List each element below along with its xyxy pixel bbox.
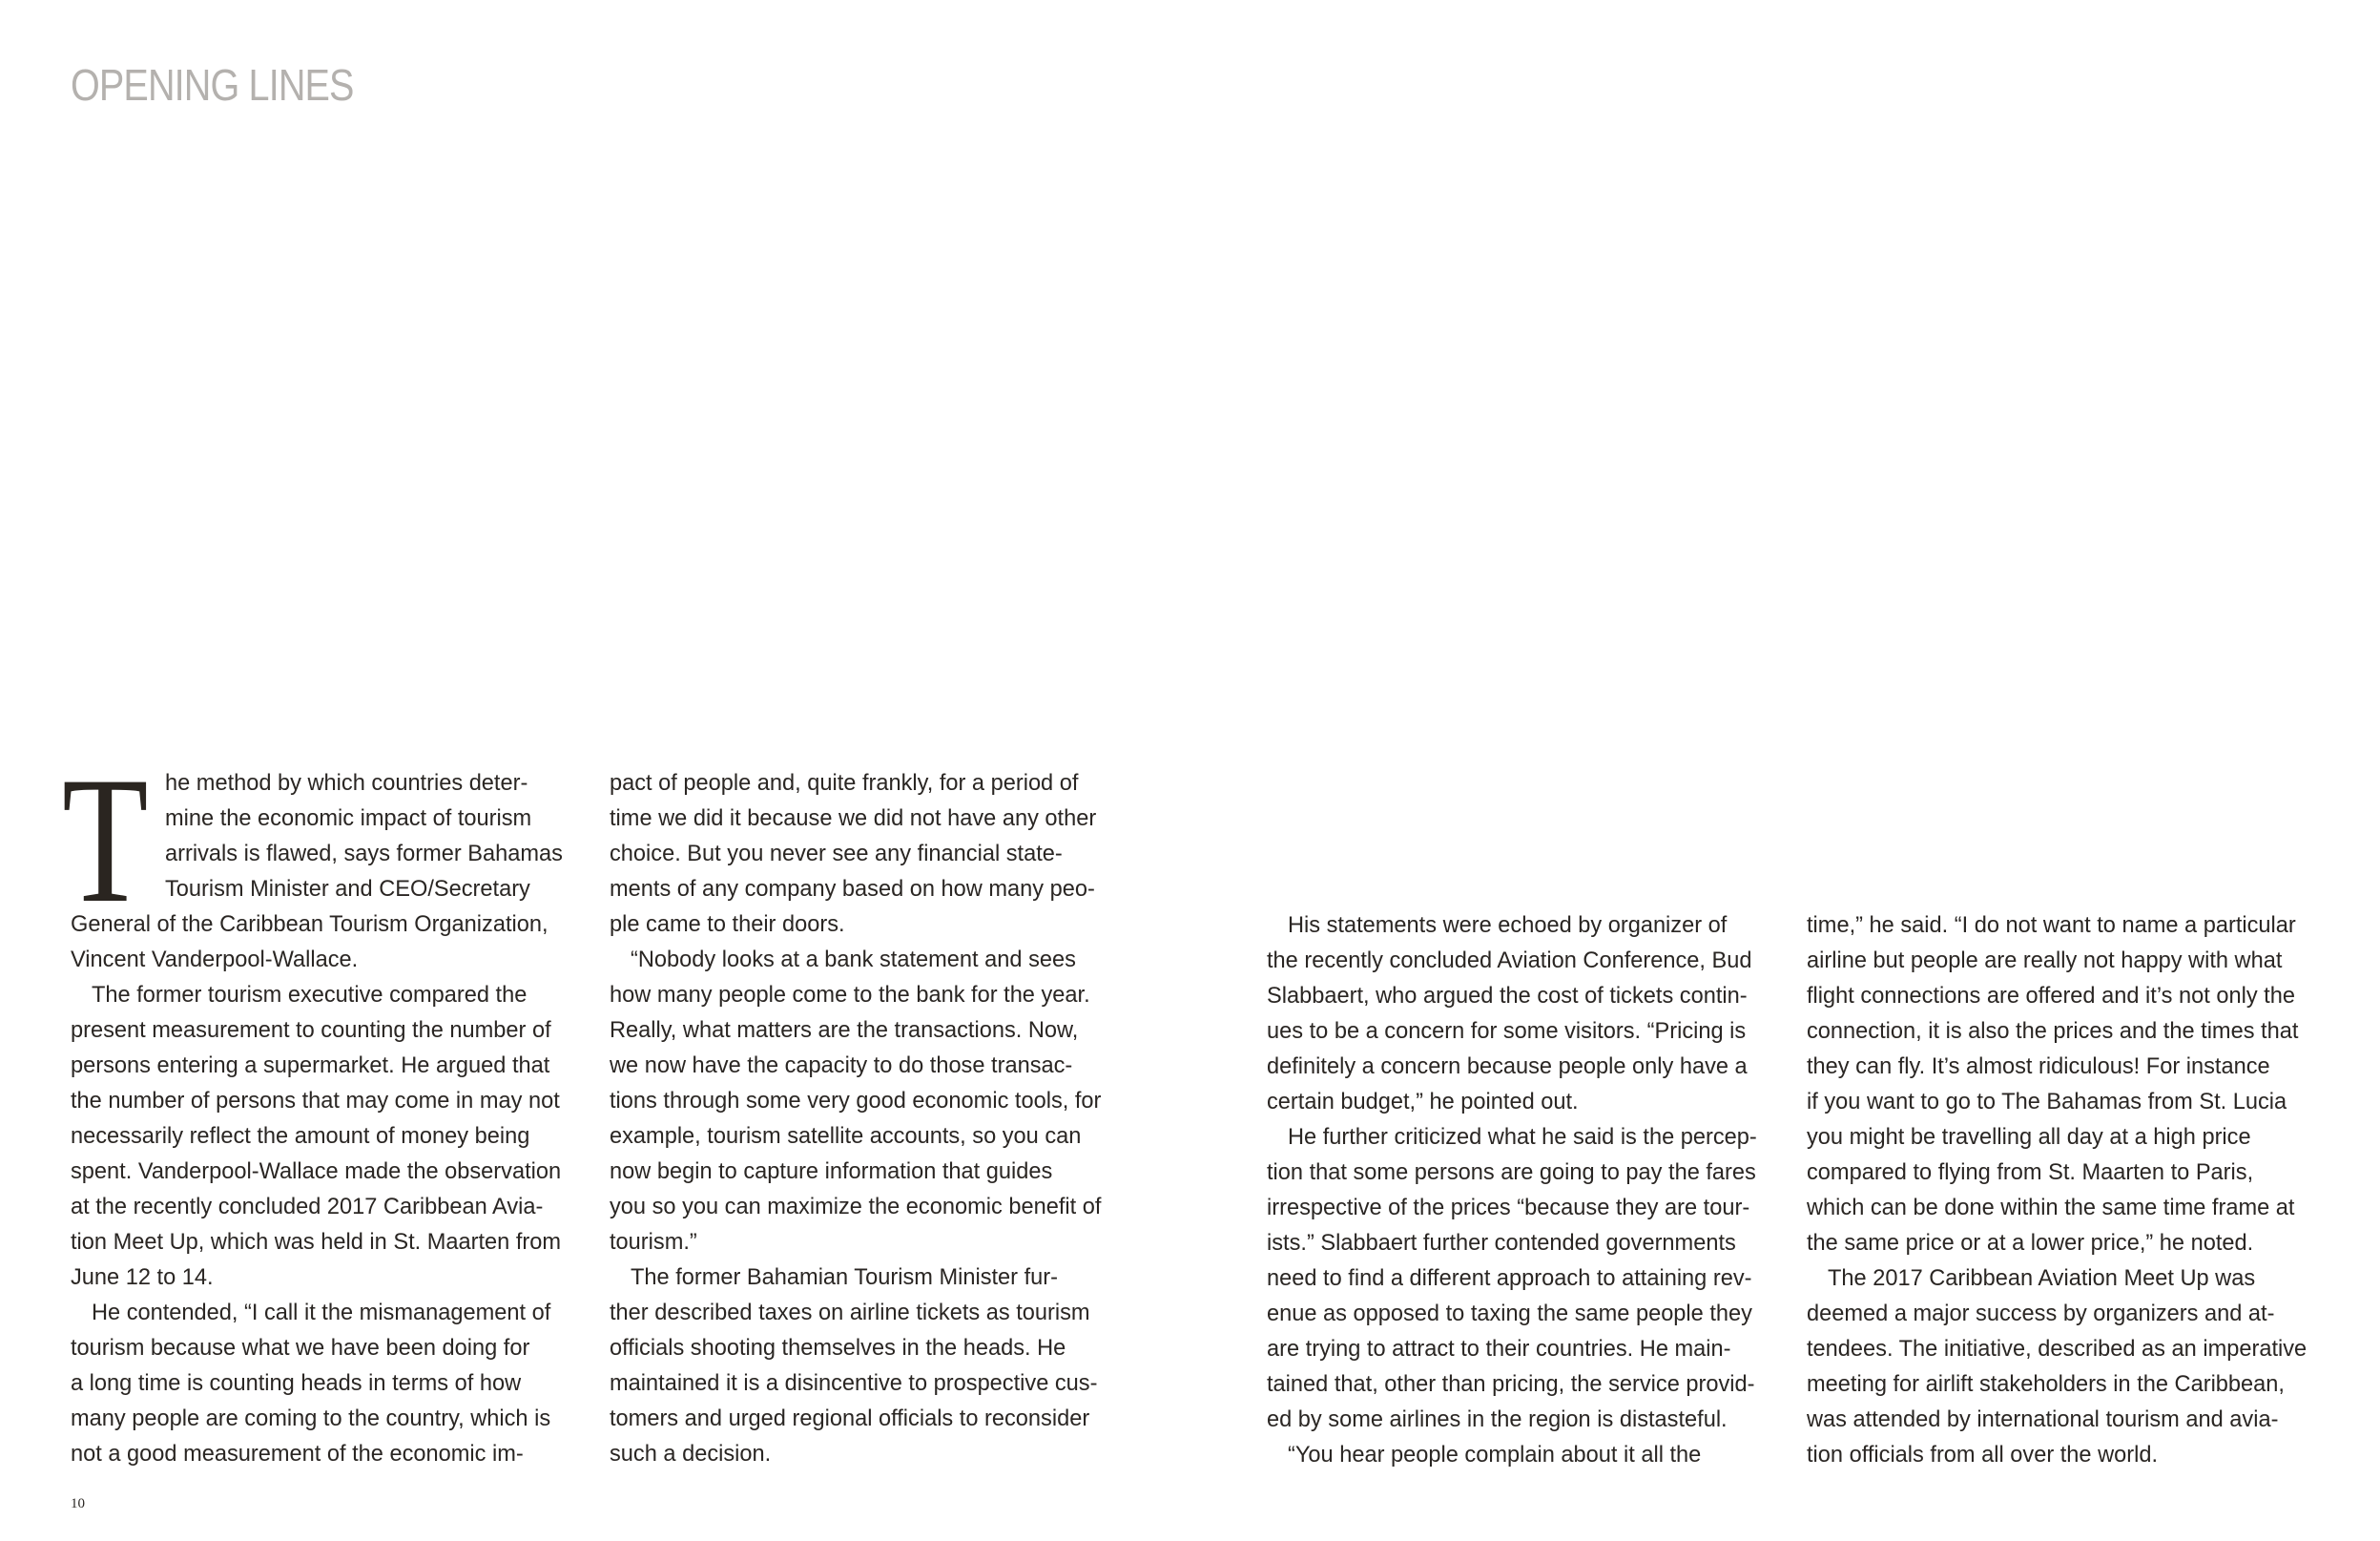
text-line: tion Meet Up, which was held in St. Maarten from: [71, 1230, 562, 1255]
text-line: airline but people are really not happy with what: [1807, 948, 2283, 973]
text-line: officials shooting themselves in the heads. He: [610, 1336, 1066, 1361]
text-line: they can fly. It’s almost ridiculous! For instance: [1807, 1054, 2270, 1079]
text-line: at the recently concluded 2017 Caribbean Avia-: [71, 1195, 544, 1219]
text-line: the number of persons that may come in may not: [71, 1089, 560, 1114]
text-line: ists.” Slabbaert further contended governments: [1267, 1231, 1736, 1256]
text-line: enue as opposed to taxing the same people they: [1267, 1302, 1752, 1326]
text-line: spent. Vanderpool-Wallace made the observation: [71, 1159, 562, 1184]
text-line: He further criticized what he said is the percep-: [1288, 1125, 1757, 1150]
text-line: flight connections are offered and it’s not only the: [1807, 984, 2295, 1009]
text-line: pact of people and, quite frankly, for a period of: [610, 771, 1079, 796]
text-line: ments of any company based on how many peo-: [610, 877, 1095, 902]
text-line: you so you can maximize the economic benefit of: [610, 1195, 1102, 1219]
text-line: tion that some persons are going to pay the fares: [1267, 1160, 1756, 1185]
text-line: time,” he said. “I do not want to name a particular: [1807, 913, 2296, 938]
page-number: 10: [71, 1496, 85, 1511]
text-line: Vincent Vanderpool-Wallace.: [71, 948, 359, 972]
text-line: was attended by international tourism and avia-: [1807, 1407, 2279, 1432]
text-line: tions through some very good economic tools, for: [610, 1089, 1102, 1114]
text-line: tomers and urged regional officials to reconsider: [610, 1406, 1090, 1431]
text-line: the same price or at a lower price,” he noted.: [1807, 1231, 2254, 1256]
text-line: ues to be a concern for some visitors. “Pricing is: [1267, 1019, 1747, 1044]
text-line: necessarily reflect the amount of money being: [71, 1124, 530, 1149]
text-line: irrespective of the prices “because they are tour-: [1267, 1196, 1750, 1220]
text-line: The former tourism executive compared the: [92, 983, 528, 1008]
text-line: choice. But you never see any financial state-: [610, 842, 1063, 866]
text-line: you might be travelling all day at a high price: [1807, 1125, 2251, 1150]
text-line: tained that, other than pricing, the service provid-: [1267, 1372, 1755, 1397]
text-line: He contended, “I call it the mismanagement of: [92, 1301, 551, 1325]
text-line: present measurement to counting the number of: [71, 1018, 551, 1043]
text-line: meeting for airlift stakeholders in the Caribbean,: [1807, 1372, 2285, 1397]
text-line: certain budget,” he pointed out.: [1267, 1090, 1579, 1114]
text-line: Slabbaert, who argued the cost of tickets contin-: [1267, 984, 1748, 1009]
text-line: tourism because what we have been doing for: [71, 1336, 530, 1361]
text-line: His statements were echoed by organizer of: [1288, 913, 1728, 938]
text-line: tourism.”: [610, 1230, 697, 1255]
text-line: The 2017 Caribbean Aviation Meet Up was: [1828, 1266, 2256, 1291]
text-line: time we did it because we did not have any other: [610, 806, 1097, 831]
text-line: are trying to attract to their countries. He main-: [1267, 1337, 1731, 1362]
text-line: ther described taxes on airline tickets as tourism: [610, 1301, 1090, 1325]
text-line: “Nobody looks at a bank statement and sees: [631, 948, 1076, 972]
drop-cap: T: [62, 740, 149, 941]
text-line: many people are coming to the country, which is: [71, 1406, 551, 1431]
text-line: which can be done within the same time frame at: [1807, 1196, 2295, 1220]
text-line: need to find a different approach to attaining rev-: [1267, 1266, 1752, 1291]
text-line: June 12 to 14.: [71, 1265, 214, 1290]
text-line: now begin to capture information that guides: [610, 1159, 1053, 1184]
text-line: ed by some airlines in the region is distasteful.: [1267, 1407, 1728, 1432]
text-line: tendees. The initiative, described as an imperative: [1807, 1337, 2308, 1362]
text-line: compared to flying from St. Maarten to Paris,: [1807, 1160, 2254, 1185]
text-line: General of the Caribbean Tourism Organization,: [71, 912, 548, 937]
text-line: definitely a concern because people only have a: [1267, 1054, 1748, 1079]
text-line: if you want to go to The Bahamas from St. Lucia: [1807, 1090, 2287, 1114]
text-line: persons entering a supermarket. He argued that: [71, 1053, 550, 1078]
text-line: tion officials from all over the world.: [1807, 1443, 2159, 1468]
text-line: Really, what matters are the transactions. Now,: [610, 1018, 1079, 1043]
article-column-2: [610, 766, 1132, 1472]
text-line: “You hear people complain about it all the: [1288, 1443, 1702, 1468]
text-line: maintained it is a disincentive to prospective cus-: [610, 1371, 1098, 1396]
text-line: ple came to their doors.: [610, 912, 845, 937]
text-line: not a good measurement of the economic im-: [71, 1442, 524, 1467]
text-line: deemed a major success by organizers and at-: [1807, 1302, 2275, 1326]
section-title: OPENING LINES: [71, 60, 354, 110]
text-line: the recently concluded Aviation Conference, Bud: [1267, 948, 1752, 973]
text-line: a long time is counting heads in terms of how: [71, 1371, 522, 1396]
text-line: arrivals is flawed, says former Bahamas: [165, 842, 563, 866]
text-line: connection, it is also the prices and the times that: [1807, 1019, 2299, 1044]
text-line: Tourism Minister and CEO/Secretary: [165, 877, 530, 902]
text-line: The former Bahamian Tourism Minister fur-: [631, 1265, 1058, 1290]
article-column-4: [1807, 908, 2329, 1473]
article-column-3: [1267, 908, 1790, 1473]
article-column-1: [71, 766, 593, 1472]
text-line: such a decision.: [610, 1442, 772, 1467]
text-line: we now have the capacity to do those transac-: [610, 1053, 1073, 1078]
text-line: he method by which countries deter-: [165, 771, 528, 796]
text-line: example, tourism satellite accounts, so you can: [610, 1124, 1082, 1149]
text-line: mine the economic impact of tourism: [165, 806, 532, 831]
text-line: how many people come to the bank for the year.: [610, 983, 1090, 1008]
